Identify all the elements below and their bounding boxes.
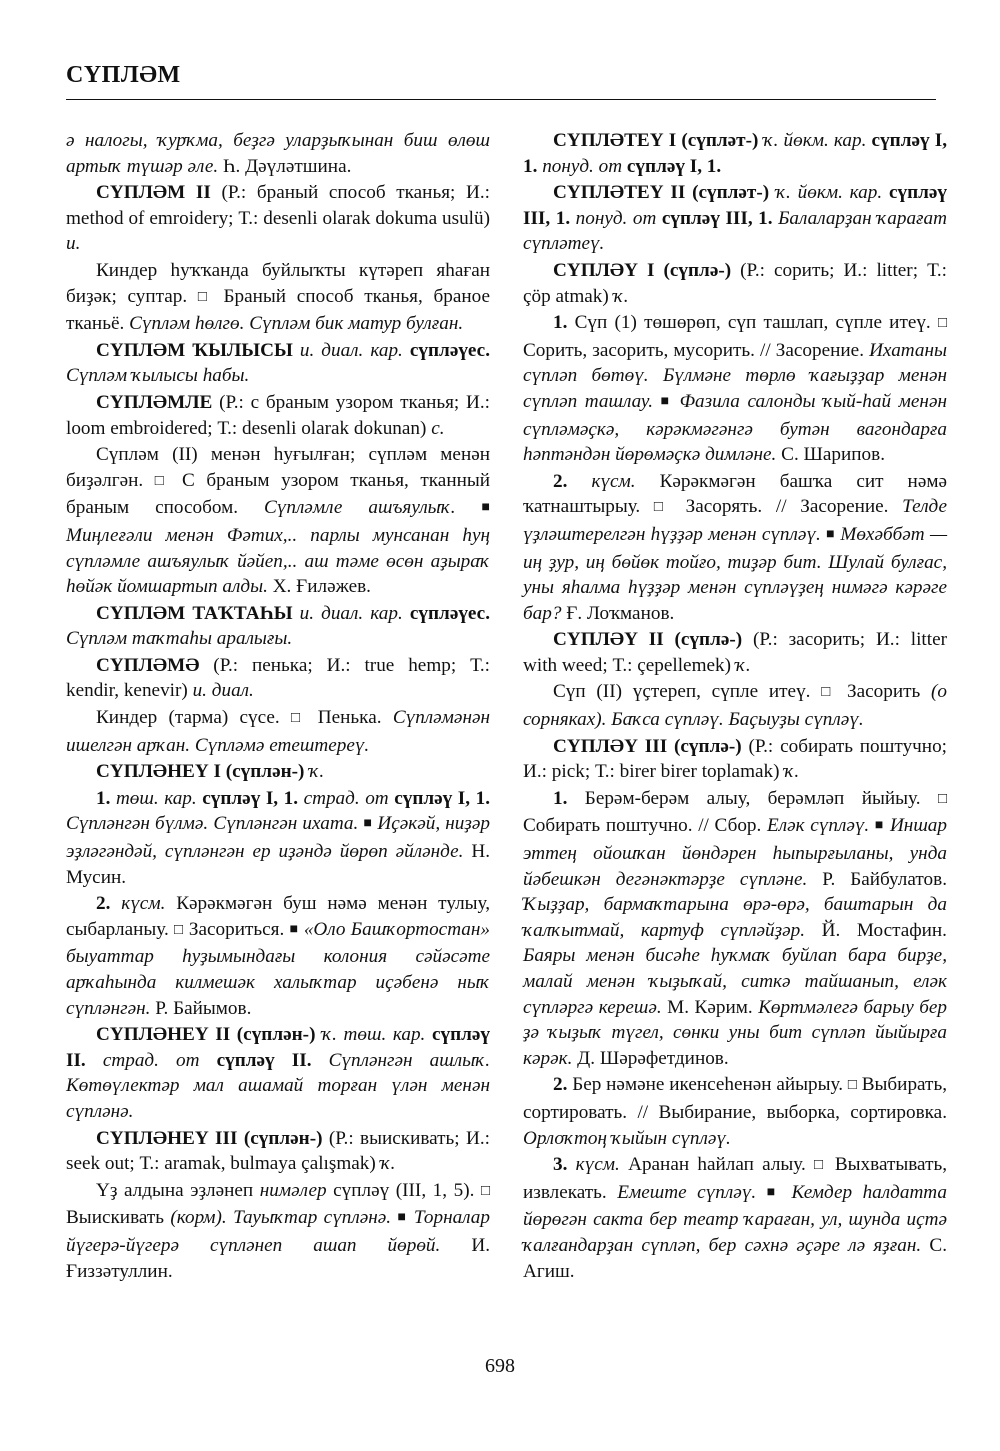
entry-text: Иҫәкәй, ниҙәр эҙләгәндәй, сүпләнгән ер иҙәндә йөрөп әйләнде. xyxy=(66,813,490,863)
entry-text: М. Кәрим. xyxy=(661,996,759,1018)
entry-text: ҡ. xyxy=(304,761,325,783)
headword: СҮПЛӘҮ I (сүплә-) xyxy=(553,259,732,281)
entry-text: Ихатаны сүпләп бөтөү. Бүлмәне төрлө ҡағыҙҙар менән сүпләп ташлау. xyxy=(523,339,947,412)
entry-text: 3. xyxy=(553,1154,576,1176)
entry-text: сүпләү II. xyxy=(66,1024,490,1071)
dictionary-entry xyxy=(66,601,490,652)
block-marker-icon: ■ xyxy=(660,393,672,409)
entry-text: Кәрәкмәгән буш нәмә менән тулыу, сыбарланыу. xyxy=(66,893,490,940)
entry-text: ҡ. xyxy=(380,1153,396,1175)
dictionary-entry xyxy=(523,734,947,785)
entry-text: с. xyxy=(431,417,445,439)
entry-text: 2. xyxy=(553,1074,573,1096)
headword: СҮПЛӘТЕҮ II (сүпләт-) xyxy=(553,182,770,204)
entry-text: и. диал. кар. xyxy=(292,602,410,624)
entry-text: Н. Мусин. xyxy=(66,841,490,888)
headword: СҮПЛӘМ ТАҠТАҺЫ xyxy=(96,602,293,624)
entry-text: Еләк сүпләү. xyxy=(767,815,875,837)
entry-text: Сүп (1) төшөрөп, сүп ташлап, сүпле итеү. xyxy=(574,312,938,334)
dictionary-entry xyxy=(523,128,947,179)
entry-text: Киндер һуҡҡанда буйлыҡты күтәреп яһаған биҙәк; суптар. xyxy=(66,259,490,307)
block-marker-icon: ■ xyxy=(874,818,885,834)
square-marker-icon: □ xyxy=(847,1077,857,1094)
entry-text: (Р.: сорить; И.: litter; Т.: çöp atmak) xyxy=(523,259,947,307)
block-marker-icon: ■ xyxy=(289,921,299,937)
entry-text: сүпләү II. xyxy=(216,1049,312,1071)
square-marker-icon: □ xyxy=(174,921,184,938)
entry-text: сүпләү I, 1. xyxy=(202,787,299,809)
entry-text: Балаларҙан ҡарағат сүпләтеү. xyxy=(523,207,947,255)
entry-text: понуд. от xyxy=(570,207,662,229)
right-column xyxy=(523,128,947,1285)
headword: СҮПЛӘҮ II (сүплә-) xyxy=(553,629,743,651)
entry-text: Собирать поштучно. // Сбор. xyxy=(523,815,767,837)
entry-text: понуд. от xyxy=(537,155,627,177)
dictionary-entry xyxy=(523,1072,947,1151)
headword: СҮПЛӘМӘ xyxy=(96,654,200,676)
entry-text: Баяры менән бисәһе һуҡмаҡ буйлап бара бирҙе, малай менән ҡыҙыҡай, ситкә тайшанып, еләк сүпләргә керешә. xyxy=(523,945,947,1018)
entry-text: сүпләү (III, 1, 5). xyxy=(326,1179,481,1201)
dictionary-entry xyxy=(66,442,490,600)
entry-text: Бер нәмәне икенсеһенән айырыу. xyxy=(572,1074,848,1096)
entry-text: (Р.: собирать поштучно; И.: pick; Т.: birer birer toplamak) xyxy=(523,735,947,783)
entry-text: Үҙ алдына эҙләнеп xyxy=(96,1179,260,1201)
entry-text: Сүпләм (II) менән һуғылған; сүпләм менән биҙәлгән. xyxy=(66,444,490,491)
block-marker-icon: ■ xyxy=(397,1210,408,1226)
headword: СҮПЛӘҮ III (сүплә-) xyxy=(553,735,742,757)
dictionary-entry xyxy=(523,679,947,732)
entry-text: Р. Байымов. xyxy=(150,997,252,1019)
entry-text: Аранан һайлап алыу. xyxy=(619,1154,815,1176)
entry-text: 1. xyxy=(96,787,116,809)
entry-text: Фазила салонды ҡый-һай менән сүпләмәҫкә, кәрәкмәгәнгә бутән вагондарға һәптәндән йөрөмәҫкә димләне. xyxy=(523,390,947,466)
entry-text: Засорить xyxy=(836,681,932,703)
entry-text: ҡ. xyxy=(735,654,751,676)
entry-text: Засориться. xyxy=(183,918,290,940)
entry-text: (Р.: пенька; И.: true hemp; Т.: kendir, kenevir) xyxy=(66,654,490,702)
entry-text: Кәрәкмәгән башҡа сит нәмә ҡатнаштырыу. xyxy=(523,470,947,518)
entry-text: сүпләү III, 1. xyxy=(523,182,947,229)
entry-text: «Оло Башҡортостан» быуаттар һуҙымындағы колония сәйәсәте арҡаһында килмешәк халыҡтар иҫәбенә ныҡ сүпләнгән. xyxy=(66,918,490,1019)
entry-text: Мөхәббәт — иң ҙур, иң бөйөк тойғо, тиҙәр бит. Шулай булғас, уны яһалма һүҙҙәр менән сүпләүҙең нимәгә кәрәге бар? xyxy=(523,523,947,624)
square-marker-icon: □ xyxy=(154,472,171,489)
dictionary-entry xyxy=(66,759,490,785)
entry-text: (Р.: выискивать; И.: seek out; Т.: aramak, bulmaya çalışmak) xyxy=(66,1127,490,1175)
entry-text: Киндер (тарма) сүсе. xyxy=(96,707,291,729)
entry-text: Выхватывать, извлекать. xyxy=(523,1154,948,1203)
entry-text: ә налогы, ҡурҡма, беҙгә уларҙыҡынан биш өлөш артыҡ түшәр әле. xyxy=(66,130,490,177)
entry-text: И. Ғиззәтуллин. xyxy=(66,1234,490,1282)
entry-text: күсм. xyxy=(121,893,166,915)
entry-text: Берәм-берәм алыу, берәмләп йыйыу. xyxy=(584,787,938,809)
square-marker-icon: □ xyxy=(480,1182,490,1199)
square-marker-icon: □ xyxy=(937,315,948,332)
dictionary-entry xyxy=(66,653,490,704)
headword: СҮПЛӘМ ҠЫЛЫСЫ xyxy=(96,339,293,361)
entry-text: (о сорняках). Баҡса сүпләү. Баҫыуҙы сүпләү. xyxy=(523,681,948,731)
entry-text: страд. от xyxy=(85,1049,217,1071)
entry-text: 2. xyxy=(553,470,592,492)
square-marker-icon: □ xyxy=(814,1157,827,1174)
entry-text: Иншар эттең ойошҡан йөндәрен һыпырғыланы, унда йәбешкән дегәнәктәрҙе сүпләне. xyxy=(523,815,947,890)
entry-text: Торналар йүгерә-йүгерә сүпләнеп ашап йөрөй. xyxy=(66,1207,490,1256)
entry-text: Ғ. Лоҡманов. xyxy=(561,602,675,624)
entry-text: Сүпләм ҡылысы һабы. xyxy=(66,365,250,387)
entry-text: (Р.: с браным узором тканья; И.: loom embroidered; Т.: desenli olarak dokunan) xyxy=(66,391,490,439)
dictionary-entry xyxy=(523,180,947,257)
entry-text: и. диал. xyxy=(192,680,254,702)
entry-text: сүпләү I, 1. xyxy=(523,130,947,177)
entry-text: ҡ. төш. кар. xyxy=(315,1024,432,1046)
dictionary-entry xyxy=(66,786,490,890)
entry-text: Х. Ғиләжев. xyxy=(267,576,371,598)
entry-text: Ҡыҙҙар, бармаҡтарына өрә-өрә, баштарын да ҡалҡытмай, картуф сүпләйҙәр. xyxy=(523,894,947,941)
dictionary-entry xyxy=(66,1178,490,1284)
square-marker-icon: □ xyxy=(653,499,672,516)
entry-text: нимәлер xyxy=(259,1179,327,1201)
entry-text: сүпләү I, 1. xyxy=(626,155,722,177)
entry-text: (Р.: засорить; И.: litter with weed; Т.: çepellemek) xyxy=(523,629,947,676)
entry-text: Сүпләнгән ашлыҡ. Көтөүлектәр мал ашамай торған үлән менән сүпләнә. xyxy=(66,1049,490,1122)
entry-text: сүпләүес. xyxy=(409,602,490,624)
dictionary-entry xyxy=(66,705,490,758)
entry-text: ҡ. xyxy=(613,285,629,307)
block-marker-icon: ■ xyxy=(363,816,373,832)
square-marker-icon: □ xyxy=(821,684,837,701)
entry-text: сүпләүес. xyxy=(409,339,490,361)
entry-text: Көртмәлегә барыу бер ҙә ҡыҙыҡ түгел, сөнки уны бит сүпләп йыйырға кәрәк. xyxy=(523,996,947,1069)
dictionary-entry xyxy=(66,1022,490,1124)
entry-text: Д. Шәрәфетдинов. xyxy=(572,1047,729,1069)
headword: СҮПЛӘНЕҮ II (сүплән-) xyxy=(96,1024,316,1046)
entry-text: Орлоҡтоң ҡыйын сүпләү. xyxy=(523,1127,731,1149)
entry-text: и. диал. кар. xyxy=(292,339,410,361)
entry-text: Р. Байбулатов. xyxy=(807,868,947,890)
entry-text: күсм. xyxy=(575,1154,620,1176)
entry-text: ҡ. йөкм. кар. xyxy=(758,130,872,151)
dictionary-entry xyxy=(523,310,947,468)
square-marker-icon: □ xyxy=(290,710,307,727)
headword: СҮПЛӘМ II xyxy=(96,182,211,204)
entry-text: С. Агиш. xyxy=(523,1234,947,1282)
dictionary-entry xyxy=(523,469,947,627)
entry-text: Сүп (II) үҫтереп, сүпле итеү. xyxy=(553,681,822,703)
running-head: СҮПЛӘМ xyxy=(66,62,181,88)
entry-text: Сүпләнгән бүлмә. Сүпләнгән ихата. xyxy=(66,813,364,835)
block-marker-icon: ■ xyxy=(826,526,836,542)
headword: СҮПЛӘТЕҮ I (сүпләт-) xyxy=(553,130,759,151)
entry-text: Һ. Дәүләтшина. xyxy=(218,155,352,177)
header-rule xyxy=(66,99,936,100)
entry-text: ҡ. xyxy=(784,761,800,783)
entry-text: Пенька. xyxy=(306,707,393,729)
entry-text: Сүпләмле ашъяулыҡ. xyxy=(263,497,482,519)
headword: СҮПЛӘМЛЕ xyxy=(96,391,213,413)
headword: СҮПЛӘНЕҮ III (сүплән-) xyxy=(96,1127,323,1149)
dictionary-entry xyxy=(66,258,490,337)
dictionary-entry xyxy=(66,338,490,389)
entry-text: 1. xyxy=(553,312,575,334)
entry-text: Емеште сүпләү. xyxy=(617,1181,767,1203)
block-marker-icon: ■ xyxy=(481,500,490,516)
entry-text: 1. xyxy=(553,787,585,809)
entry-text: Сүпләмәнән ишелгән арҡан. Сүпләмә етештереү. xyxy=(66,707,490,756)
entry-text: С. Шарипов. xyxy=(776,444,885,466)
entry-text: Выискивать xyxy=(66,1207,171,1229)
entry-text: төш. кар. xyxy=(115,787,203,809)
entry-text: Телде үҙләштерелгән һүҙҙәр менән сүпләү. xyxy=(523,496,948,545)
entry-text: Выбирать, сортировать. // Выбирание, выборка, сортировка. xyxy=(523,1074,947,1123)
headword: СҮПЛӘНЕҮ I (сүплән-) xyxy=(96,761,305,783)
dictionary-entry xyxy=(66,891,490,1021)
left-column xyxy=(66,128,490,1285)
entry-text: и. xyxy=(66,233,81,255)
entry-text: (Р.: браный способ тканья; И.: method of emroidery; Т.: desenli olarak dokuma usulü) xyxy=(66,182,490,229)
dictionary-entry xyxy=(523,258,947,309)
entry-text: Сүпләм һөлгө. Сүпләм бик матур булған. xyxy=(129,313,464,335)
entry-text: Кемдер һалдатта йөрөгән сакта бер театр ҡараған, ул, шунда иҫтә ҡалғандарҙан сүпләп, бер сәхнә әҫәре лә яҙған. xyxy=(523,1181,947,1256)
dictionary-entry xyxy=(523,627,947,678)
square-marker-icon: □ xyxy=(937,790,947,807)
entry-text: сүпләү I, 1. xyxy=(394,787,490,809)
entry-text: ҡ. йөкм. кар. xyxy=(769,182,889,204)
entry-text: (корм). Тауыҡтар сүпләнә. xyxy=(170,1207,398,1229)
dictionary-entry xyxy=(66,390,490,441)
block-marker-icon: ■ xyxy=(766,1184,781,1200)
entry-text: Миңлеғәли менән Фәтих,.. парлы мунсанан һуң сүпләмле ашъяулыҡ йәйеп,.. аш тәме өсөн аҙыраҡ һөйәк йомшартып алды. xyxy=(66,524,490,598)
entry-text: Й. Мостафин. xyxy=(805,919,947,941)
dictionary-entry xyxy=(66,180,490,257)
entry-text: Засорять. // Засорение. xyxy=(671,496,903,518)
dictionary-entry xyxy=(66,1126,490,1177)
page-number: 698 xyxy=(485,1355,515,1377)
dictionary-entry xyxy=(66,128,490,179)
entry-text: Сүпләм таҡтаһы аралығы. xyxy=(66,628,293,650)
entry-text: Сорить, засорить, мусорить. // Засорение. xyxy=(523,339,870,361)
entry-text: страд. от xyxy=(298,787,395,809)
entry-text: Браный способ тканья, браное тканьё. xyxy=(66,285,490,335)
entry-text: 2. xyxy=(96,893,122,915)
square-marker-icon: □ xyxy=(197,288,213,305)
dictionary-entry xyxy=(523,786,947,1072)
entry-text: күсм. xyxy=(591,470,636,492)
entry-text: сүпләү III, 1. xyxy=(661,207,773,229)
entry-text: С браным узором тканья, тканный браным способом. xyxy=(66,469,491,519)
dictionary-entry xyxy=(523,1152,947,1284)
